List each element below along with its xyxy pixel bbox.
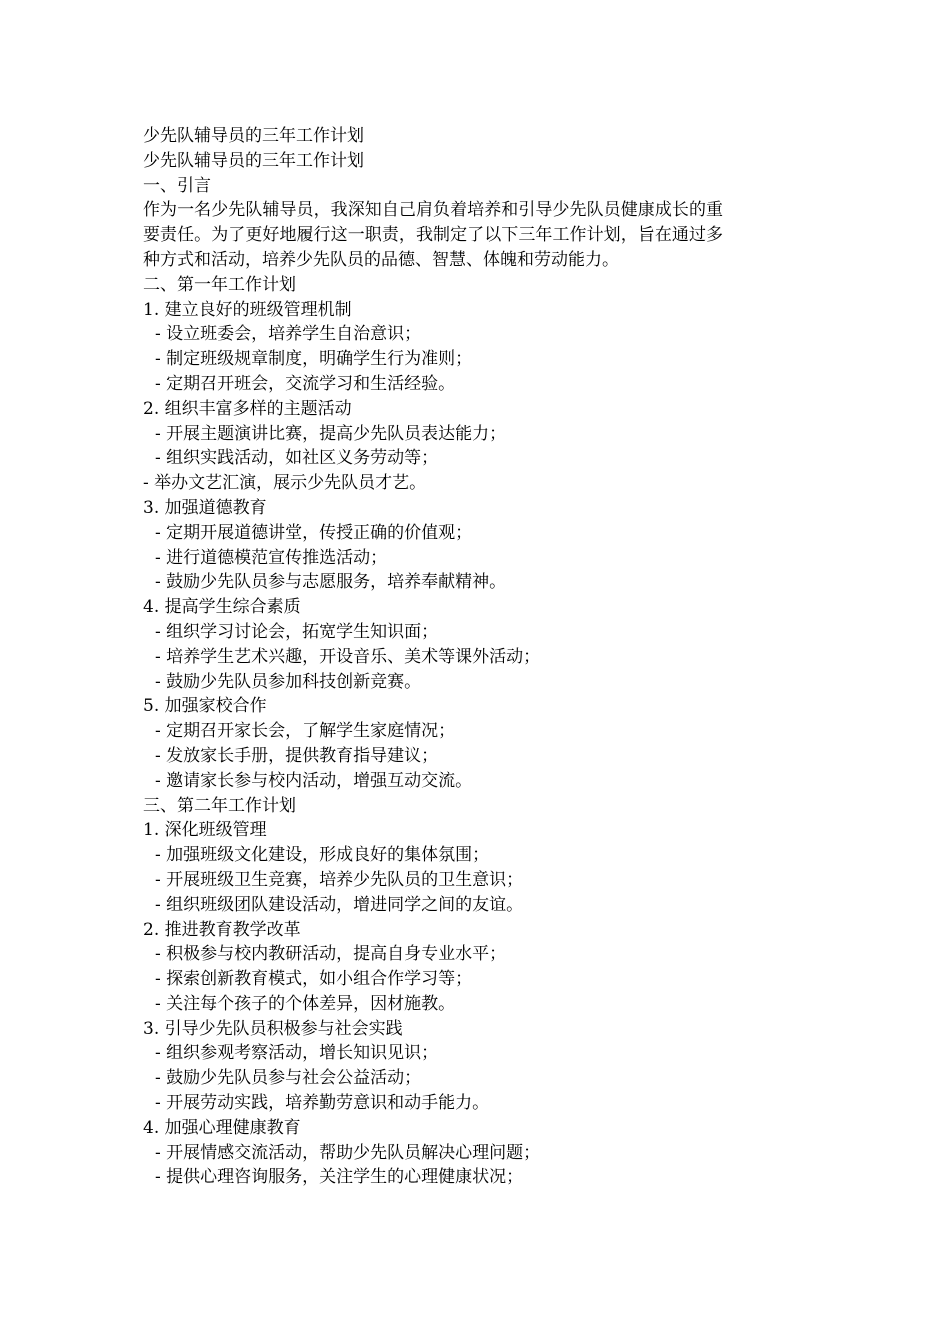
- intro-paragraph: 作为一名少先队辅导员，我深知自己肩负着培养和引导少先队员健康成长的重要责任。为了更好地履行这一职责，我制定了以下三年工作计划，旨在通过多种方式和活动，培养少先队员的品德、智慧、体魄和劳动能力。: [143, 200, 723, 270]
- text-line: 2. 推进教育教学改革: [143, 919, 301, 940]
- bullet-item: - 定期开展道德讲堂，传授正确的价值观；: [155, 522, 473, 543]
- text-line: 1. 建立良好的班级管理机制: [143, 299, 352, 320]
- bullet-item: - 加强班级文化建设，形成良好的集体氛围；: [155, 845, 490, 866]
- bullet-item: - 发放家长手册，提供教育指导建议；: [155, 745, 439, 766]
- bullet-item: - 组织班级团队建设活动，增进同学之间的友谊。: [155, 894, 524, 915]
- document-header-lines: [143, 124, 743, 198]
- bullet-item: - 提供心理咨询服务，关注学生的心理健康状况；: [155, 1167, 524, 1188]
- text-line: 少先队辅导员的三年工作计划: [143, 126, 364, 146]
- bullet-item: - 定期召开班会，交流学习和生活经验。: [155, 373, 456, 394]
- text-line: 4. 加强心理健康教育: [143, 1117, 301, 1138]
- bullet-item: - 开展情感交流活动，帮助少先队员解决心理问题；: [155, 1142, 541, 1163]
- bullet-item: - 培养学生艺术兴趣，开设音乐、美术等课外活动；: [155, 646, 541, 667]
- bullet-item: - 关注每个孩子的个体差异，因材施教。: [155, 993, 456, 1014]
- bullet-item: - 组织参观考察活动，增长知识见识；: [155, 1043, 439, 1064]
- bullet-item: - 设立班委会，培养学生自治意识；: [155, 324, 422, 345]
- bullet-item: - 定期召开家长会，了解学生家庭情况；: [155, 721, 456, 742]
- bullet-item: - 探索创新教育模式，如小组合作学习等；: [155, 969, 473, 990]
- text-line: 1. 深化班级管理: [143, 820, 267, 841]
- bullet-item: - 鼓励少先队员参与志愿服务，培养奉献精神。: [155, 572, 507, 593]
- text-line: 一、引言: [143, 175, 211, 196]
- bullet-item: - 组织学习讨论会，拓宽学生知识面；: [155, 621, 439, 642]
- document-content: [143, 124, 743, 1190]
- text-line: 三、第二年工作计划: [143, 795, 296, 816]
- text-line: - 举办文艺汇演，展示少先队员才艺。: [143, 473, 427, 494]
- bullet-item: - 鼓励少先队员参加科技创新竞赛。: [155, 671, 422, 692]
- text-line: 2. 组织丰富多样的主题活动: [143, 398, 352, 419]
- document-body-lines: [143, 273, 743, 1190]
- bullet-item: - 开展班级卫生竞赛，培养少先队员的卫生意识；: [155, 869, 524, 890]
- text-line: 3. 引导少先队员积极参与社会实践: [143, 1018, 403, 1039]
- bullet-item: - 鼓励少先队员参与社会公益活动；: [155, 1068, 422, 1089]
- text-line: 4. 提高学生综合素质: [143, 597, 301, 618]
- bullet-item: - 开展劳动实践，培养勤劳意识和动手能力。: [155, 1093, 490, 1114]
- text-line: 5. 加强家校合作: [143, 696, 267, 717]
- bullet-item: - 邀请家长参与校内活动，增强互动交流。: [155, 770, 473, 791]
- bullet-item: - 开展主题演讲比赛，提高少先队员表达能力；: [155, 423, 507, 444]
- bullet-item: - 组织实践活动，如社区义务劳动等；: [155, 448, 439, 469]
- bullet-item: - 进行道德模范宣传推选活动；: [155, 547, 388, 568]
- text-line: 3. 加强道德教育: [143, 497, 267, 518]
- text-line: 少先队辅导员的三年工作计划: [143, 150, 364, 171]
- bullet-item: - 积极参与校内教研活动，提高自身专业水平；: [155, 944, 507, 965]
- bullet-item: - 制定班级规章制度，明确学生行为准则；: [155, 349, 473, 370]
- text-line: 二、第一年工作计划: [143, 274, 296, 295]
